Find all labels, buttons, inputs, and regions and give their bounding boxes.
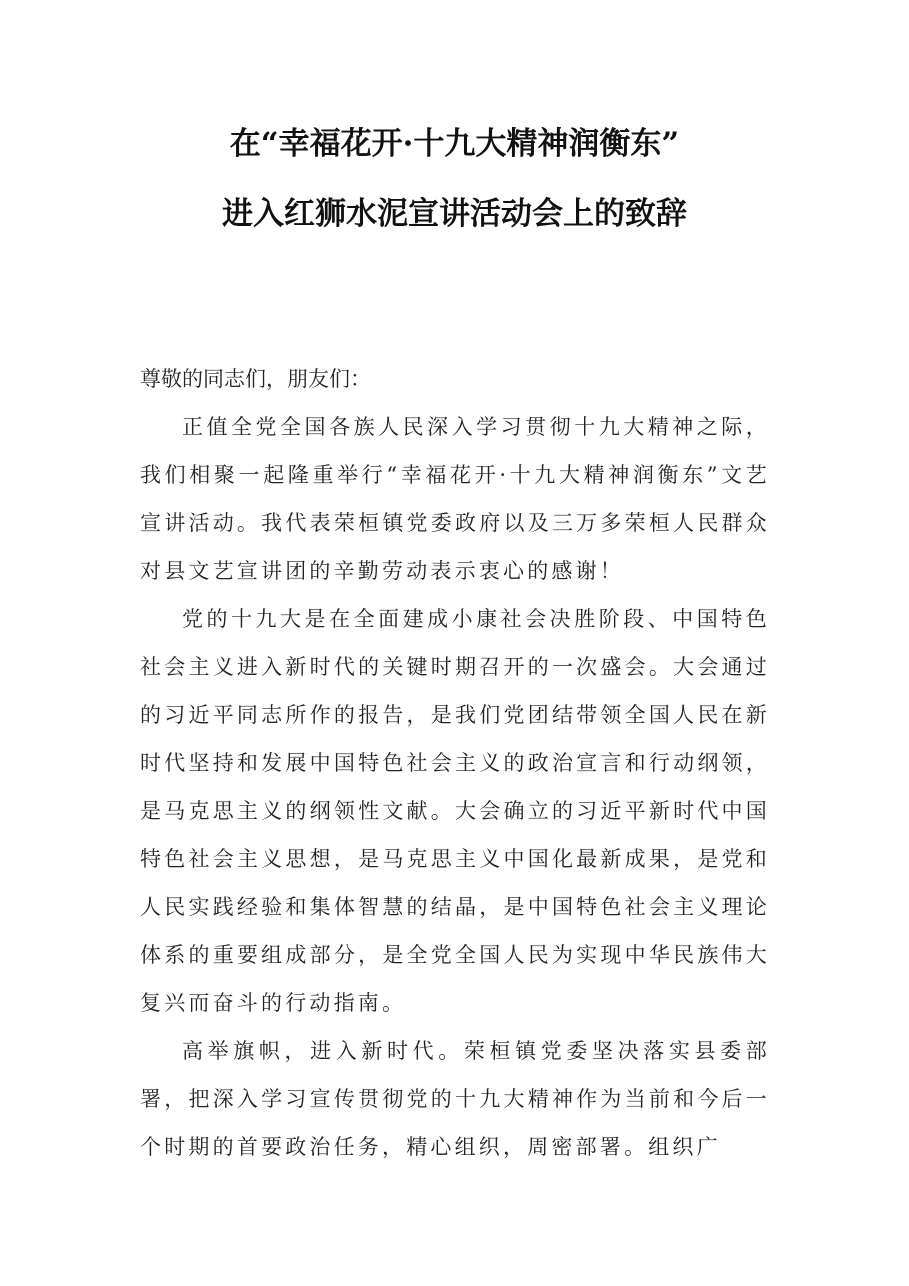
paragraph-2: 党的十九大是在全面建成小康社会决胜阶段、中国特色社会主义进入新时代的关键时期召开的一次盛会。大会通过的习近平同志所作的报告，是我们党团结带领全国人民在新时代坚持和发展中国特色社会主义的政治宣言和行动纲领，是马克思主义的纲领性文献。大会确立的习近平新时代中国特色社会主义思想，是马克思主义中国化最新成果，是党和人民实践经验和集体智慧的结晶，是中国特色社会主义理论体系的重要组成部分，是全党全国人民为实现中华民族伟大复兴而奋斗的行动指南。 (140, 607, 770, 1015)
title-line-2: 进入红狮水泥宣讲活动会上的致辞 (222, 196, 687, 232)
speech-body (140, 355, 770, 1171)
paragraph-3: 高举旗帜，进入新时代。荣桓镇党委坚决落实县委部署，把深入学习宣传贯彻党的十九大精神作为当前和今后一个时期的首要政治任务，精心组织，周密部署。组织广 (140, 1039, 770, 1159)
salutation: 尊敬的同志们，朋友们： (140, 367, 371, 391)
paragraph-1: 正值全党全国各族人民深入学习贯彻十九大精神之际，我们相聚一起隆重举行“幸福花开·十九大精神润衡东”文艺宣讲活动。我代表荣桓镇党委政府以及三万多荣桓人民群众对县文艺宣讲团的辛勤劳动表示衷心的感谢！ (140, 415, 770, 583)
title-line-1: 在“幸福花开·十九大精神润衡东” (229, 126, 680, 162)
